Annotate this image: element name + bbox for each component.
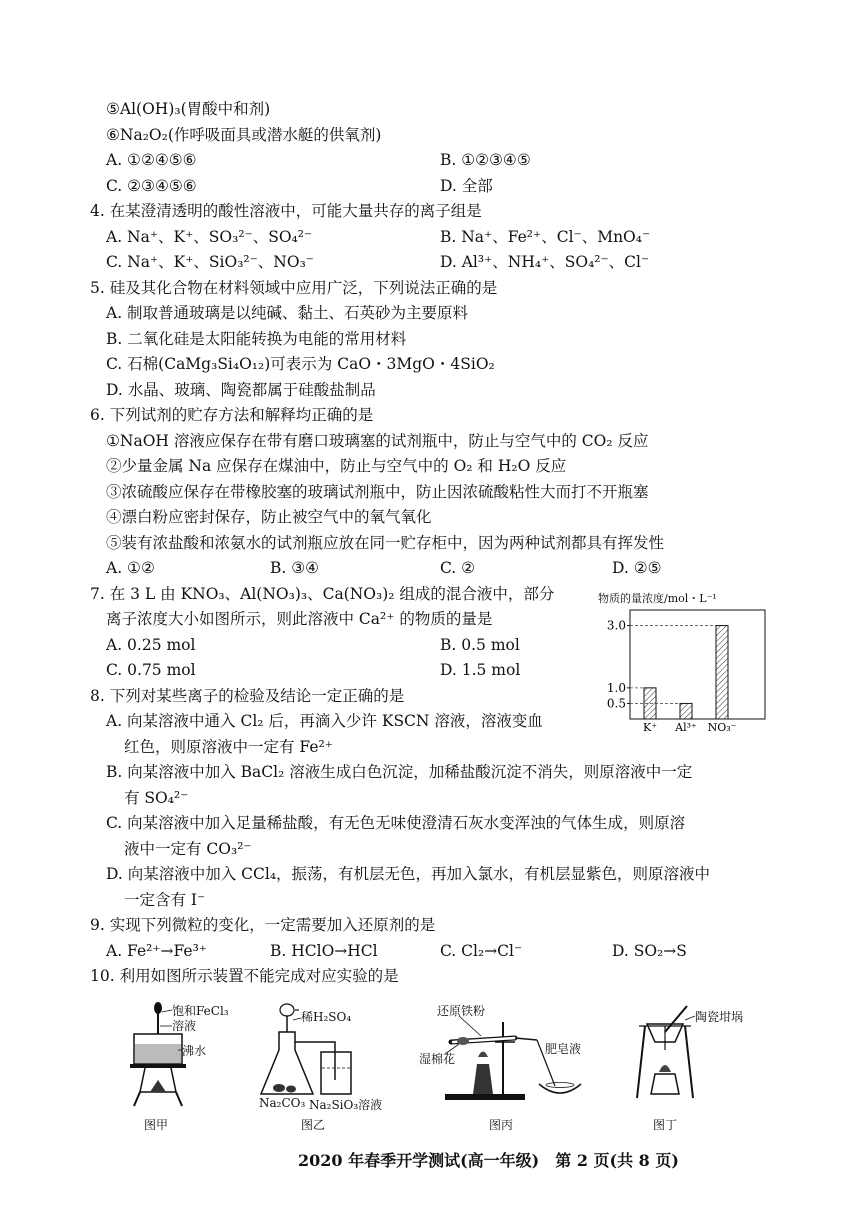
chart-ytick-label: 1.0 bbox=[606, 680, 626, 695]
q4-option-d: D. Al³⁺、NH₄⁺、SO₄²⁻、Cl⁻ bbox=[440, 253, 650, 271]
chart-category-label: K⁺ bbox=[642, 721, 658, 732]
q5-option-b: B. 二氧化硅是太阳能转换为电能的常用材料 bbox=[106, 330, 407, 348]
figure-ding-label-1: 陶瓷坩埚 bbox=[695, 1010, 744, 1024]
chart-bar bbox=[716, 626, 728, 719]
question-9: 9. 实现下列微粒的变化，一定需要加入还原剂的是 bbox=[90, 916, 436, 934]
figure-bing-label-3: 肥皂液 bbox=[545, 1042, 582, 1056]
q6-item-3: ③浓硫酸应保存在带橡胶塞的玻璃试剂瓶中，防止因浓硫酸粘性大而打不开瓶塞 bbox=[106, 483, 649, 501]
q5-option-d: D. 水晶、玻璃、陶瓷都属于硅酸盐制品 bbox=[106, 381, 376, 399]
q6-item-4: ④漂白粉应密封保存，防止被空气中的氧气氧化 bbox=[106, 508, 432, 526]
q9-option-d: D. SO₂→S bbox=[612, 942, 687, 960]
question-4: 4. 在某澄清透明的酸性溶液中，可能大量共存的离子组是 bbox=[90, 202, 482, 220]
q4-option-c: C. Na⁺、K⁺、SiO₃²⁻、NO₃⁻ bbox=[106, 253, 314, 271]
q6-option-d: D. ②⑤ bbox=[612, 559, 662, 577]
q6-option-b: B. ③④ bbox=[270, 559, 320, 577]
q8-option-c-line2: 液中一定有 CO₃²⁻ bbox=[124, 840, 252, 858]
q5-option-c: C. 石棉(CaMg₃Si₄O₁₂)可表示为 CaO・3MgO・4SiO₂ bbox=[106, 355, 495, 373]
figure-bing-label-2: 湿棉花 bbox=[419, 1052, 456, 1066]
q6-item-1: ①NaOH 溶液应保存在带有磨口玻璃塞的试剂瓶中，防止与空气中的 CO₂ 反应 bbox=[106, 432, 649, 450]
q9-option-b: B. HClO→HCl bbox=[270, 942, 378, 960]
chart-category-label: NO₃⁻ bbox=[707, 721, 737, 732]
figure-bing-label-1: 还原铁粉 bbox=[437, 1004, 486, 1018]
figure-ding bbox=[615, 1002, 775, 1132]
chart-ylabel: 物质的量浓度/mol・L⁻¹ bbox=[598, 592, 717, 605]
q6-option-c: C. ② bbox=[440, 559, 476, 577]
figure-jia-label-2: 溶液 bbox=[172, 1019, 197, 1033]
q8-option-a-line1: A. 向某溶液中通入 Cl₂ 后，再滴入少许 KSCN 溶液，溶液变血 bbox=[106, 712, 543, 730]
question-6: 6. 下列试剂的贮存方法和解释均正确的是 bbox=[90, 406, 374, 424]
figure-jia-caption: 图甲 bbox=[144, 1118, 169, 1132]
question-7: 7. 在 3 L 由 KNO₃、Al(NO₃)₃、Ca(NO₃)₂ 组成的混合液中，部分 bbox=[90, 585, 555, 603]
q3-option-c: C. ②③④⑤⑥ bbox=[106, 177, 197, 195]
figure-yi-label-3: Na₂SiO₃溶液 bbox=[309, 1098, 383, 1112]
chart-category-label: Al³⁺ bbox=[675, 721, 697, 732]
q6-option-a: A. ①② bbox=[106, 559, 155, 577]
item-5: ⑤Al(OH)₃(胃酸中和剂) bbox=[106, 100, 271, 118]
q8-option-d-line2: 一定含有 I⁻ bbox=[124, 891, 206, 909]
item-6: ⑥Na₂O₂(作呼吸面具或潜水艇的供氧剂) bbox=[106, 126, 382, 144]
q9-option-c: C. Cl₂→Cl⁻ bbox=[440, 942, 523, 960]
question-10: 10. 利用如图所示装置不能完成对应实验的是 bbox=[90, 967, 399, 985]
chart-ytick-label: 0.5 bbox=[606, 696, 626, 711]
figure-ding-caption: 图丁 bbox=[653, 1118, 678, 1132]
q4-option-b: B. Na⁺、Fe²⁺、Cl⁻、MnO₄⁻ bbox=[440, 228, 651, 246]
q3-option-d: D. 全部 bbox=[440, 177, 493, 195]
figure-jia-label-1: 饱和FeCl₃ bbox=[172, 1004, 229, 1018]
chart-bar bbox=[680, 703, 692, 719]
question-7-line2: 离子浓度大小如图所示，则此溶液中 Ca²⁺ 的物质的量是 bbox=[106, 610, 493, 628]
q7-option-a: A. 0.25 mol bbox=[106, 636, 196, 654]
q8-option-c-line1: C. 向某溶液中加入足量稀盐酸，有无色无味使澄清石灰水变浑浊的气体生成，则原溶 bbox=[106, 814, 686, 832]
q6-item-5: ⑤装有浓盐酸和浓氨水的试剂瓶应放在同一贮存柜中，因为两种试剂都具有挥发性 bbox=[106, 534, 665, 552]
q5-option-a: A. 制取普通玻璃是以纯碱、黏土、石英砂为主要原料 bbox=[106, 304, 469, 322]
question-8: 8. 下列对某些离子的检验及结论一定正确的是 bbox=[90, 687, 405, 705]
q7-option-d: D. 1.5 mol bbox=[440, 661, 521, 679]
q3-option-b: B. ①②③④⑤ bbox=[440, 151, 531, 169]
figure-yi-label-2: Na₂CO₃ bbox=[259, 1096, 306, 1110]
q7-option-b: B. 0.5 mol bbox=[440, 636, 520, 654]
question-5: 5. 硅及其化合物在材料领域中应用广泛，下列说法正确的是 bbox=[90, 279, 498, 297]
q8-option-b-line2: 有 SO₄²⁻ bbox=[124, 789, 189, 807]
figure-bing bbox=[415, 1002, 595, 1132]
q8-option-d-line1: D. 向某溶液中加入 CCl₄，振荡，有机层无色，再加入氯水，有机层显紫色，则原溶液中 bbox=[106, 865, 711, 883]
q3-option-a: A. ①②④⑤⑥ bbox=[106, 151, 197, 169]
q4-option-a: A. Na⁺、K⁺、SO₃²⁻、SO₄²⁻ bbox=[106, 228, 313, 246]
figure-jia bbox=[120, 1002, 230, 1132]
q9-option-a: A. Fe²⁺→Fe³⁺ bbox=[106, 942, 207, 960]
q8-option-b-line1: B. 向某溶液中加入 BaCl₂ 溶液生成白色沉淀，加稀盐酸沉淀不消失，则原溶液中一定 bbox=[106, 763, 693, 781]
figure-yi-label-1: 稀H₂SO₄ bbox=[301, 1010, 352, 1024]
q6-item-2: ②少量金属 Na 应保存在煤油中，防止与空气中的 O₂ 和 H₂O 反应 bbox=[106, 457, 567, 475]
q8-option-a-line2: 红色，则原溶液中一定有 Fe²⁺ bbox=[124, 738, 333, 756]
chart-ytick-label: 3.0 bbox=[606, 618, 626, 633]
figure-yi-caption: 图乙 bbox=[301, 1118, 326, 1132]
ion-concentration-chart bbox=[590, 592, 775, 732]
page-footer: 2020 年春季开学测试(高一年级) 第 2 页(共 8 页) bbox=[298, 1151, 679, 1170]
figure-bing-caption: 图丙 bbox=[489, 1118, 514, 1132]
figure-jia-label-3: 沸水 bbox=[182, 1044, 207, 1058]
figure-yi bbox=[255, 1002, 405, 1132]
q7-option-c: C. 0.75 mol bbox=[106, 661, 196, 679]
